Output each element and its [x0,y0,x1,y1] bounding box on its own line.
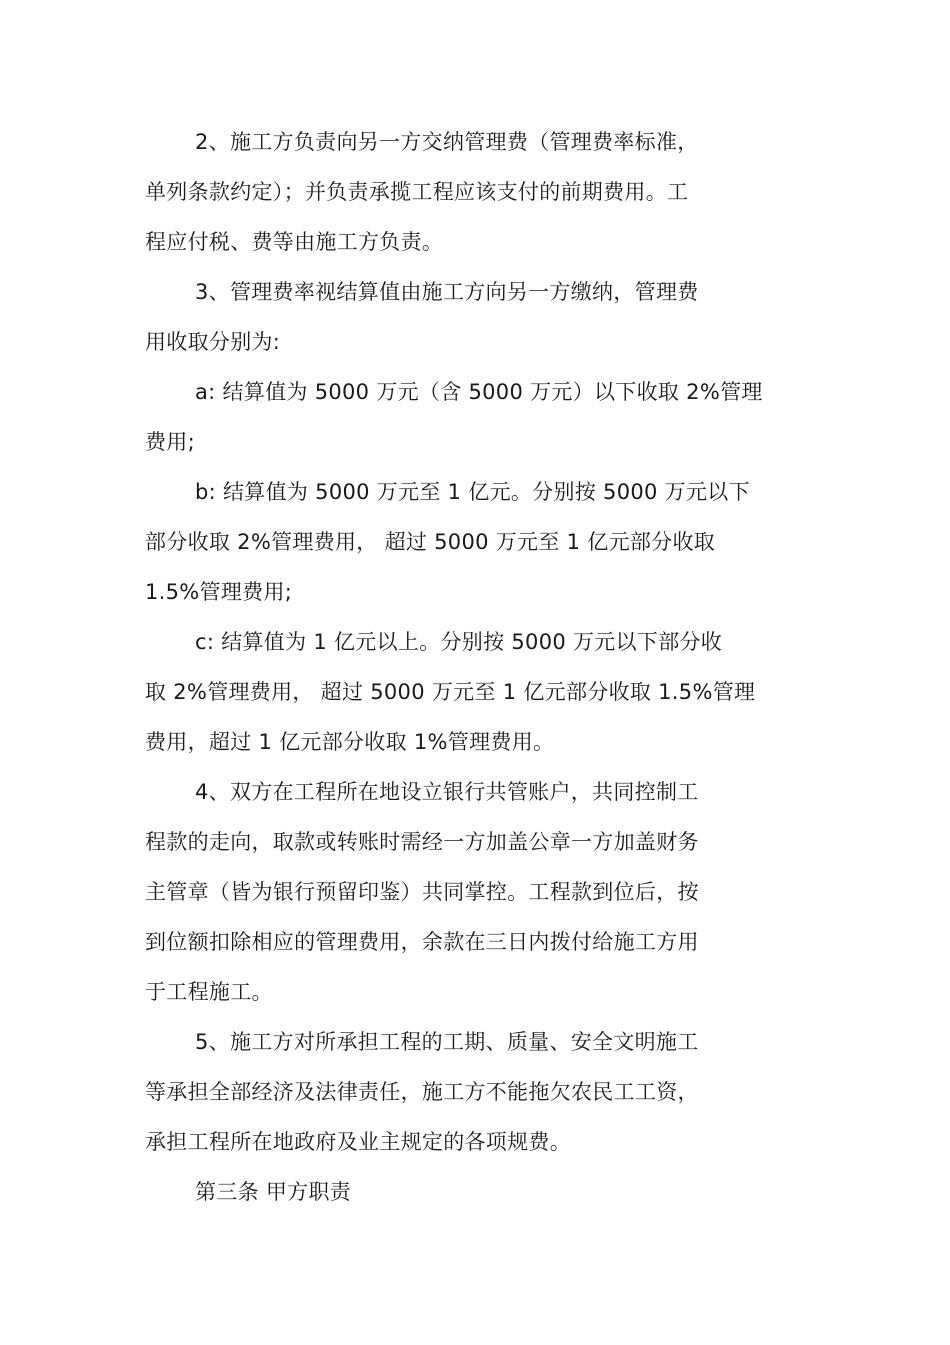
paragraph-4-line-5: 于工程施工。 [145,980,273,1004]
paragraph-4-line-1: 4、双方在工程所在地设立银行共管账户，共同控制工 [195,780,699,804]
item-b-line-3: 1.5%管理费用; [145,580,293,604]
paragraph-4-line-2: 程款的走向，取款或转账时需经一方加盖公章一方加盖财务 [145,830,699,854]
paragraph-5-line-1: 5、施工方对所承担工程的工期、质量、安全文明施工 [195,1030,699,1054]
item-a-line-1: a: 结算值为 5000 万元（含 5000 万元）以下收取 2%管理 [195,380,763,404]
item-c-line-3: 费用，超过 1 亿元部分收取 1%管理费用。 [145,730,555,754]
item-b-line-2: 部分收取 2%管理费用， 超过 5000 万元至 1 亿元部分收取 [145,530,716,554]
paragraph-2-line-1: 2、施工方负责向另一方交纳管理费（管理费率标准， [195,130,699,154]
item-c-line-1: c: 结算值为 1 亿元以上。分别按 5000 万元以下部分收 [195,630,723,654]
paragraph-5-line-3: 承担工程所在地政府及业主规定的各项规费。 [145,1130,571,1154]
paragraph-3-line-1: 3、管理费率视结算值由施工方向另一方缴纳，管理费 [195,280,699,304]
item-a-line-2: 费用; [145,430,195,454]
item-b-line-1: b: 结算值为 5000 万元至 1 亿元。分别按 5000 万元以下 [195,480,750,504]
section-heading: 第三条 甲方职责 [195,1180,352,1204]
paragraph-2-line-2: 单列条款约定）；并负责承揽工程应该支付的前期费用。工 [145,180,689,204]
paragraph-4-line-4: 到位额扣除相应的管理费用，余款在三日内拨付给施工方用 [145,930,699,954]
paragraph-4-line-3: 主管章（皆为银行预留印鉴）共同掌控。工程款到位后，按 [145,880,699,904]
item-c-line-2: 取 2%管理费用， 超过 5000 万元至 1 亿元部分收取 1.5%管理 [145,680,756,704]
paragraph-5-line-2: 等承担全部经济及法律责任，施工方不能拖欠农民工工资， [145,1080,699,1104]
paragraph-3-line-2: 用收取分别为: [145,330,281,354]
paragraph-2-line-3: 程应付税、费等由施工方负责。 [145,230,444,254]
